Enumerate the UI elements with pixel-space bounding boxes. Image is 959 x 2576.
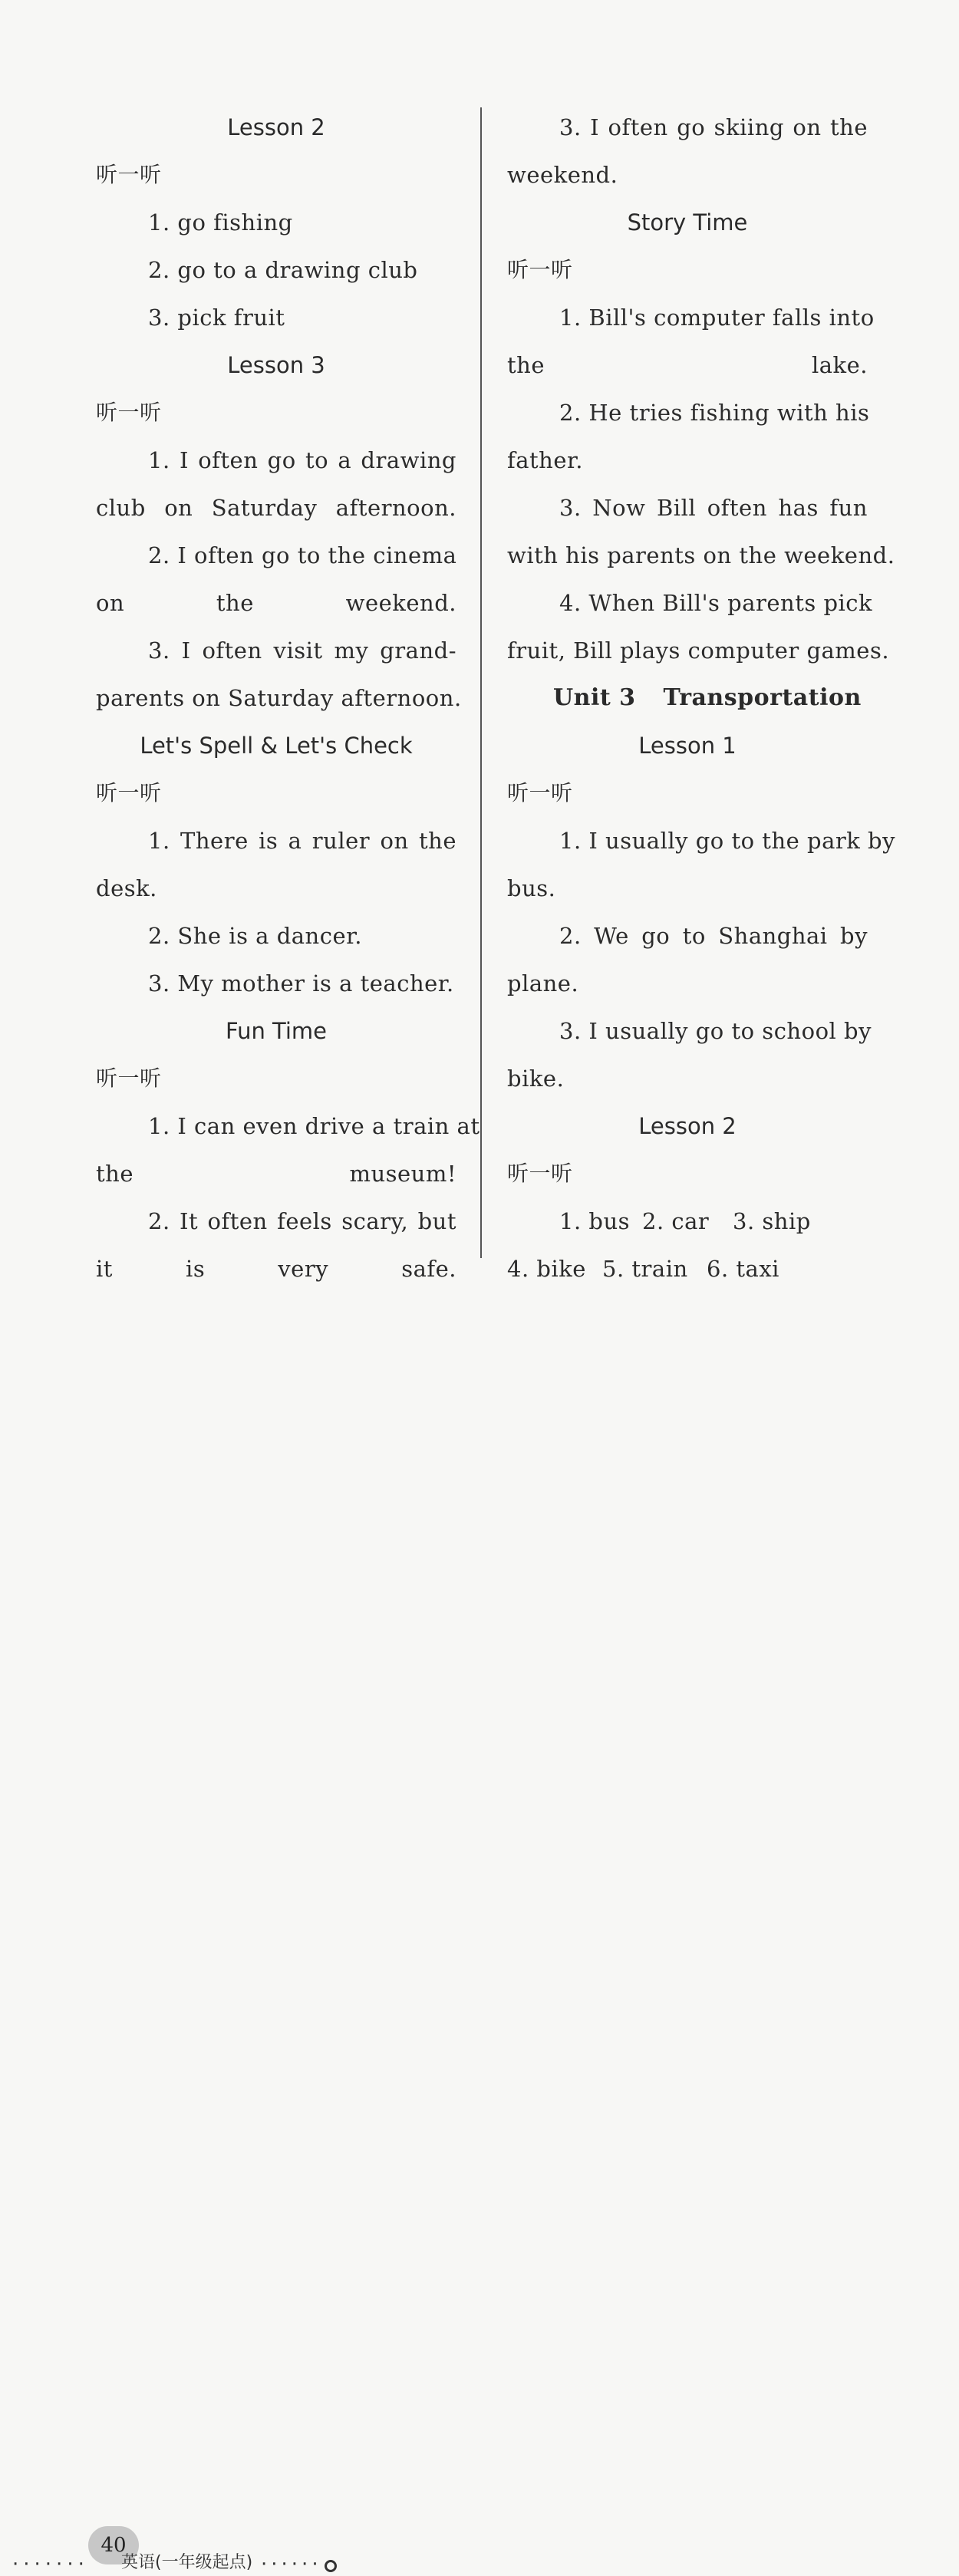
answer-line-continued: bike. — [507, 1066, 565, 1092]
listen-label: 听一听 — [507, 780, 573, 805]
listen-label: 听一听 — [96, 162, 162, 187]
footer-dots-left: ······· — [12, 2553, 89, 2576]
answer-line-continued: the lake. — [507, 352, 868, 378]
answer-item: 2. car — [642, 1208, 710, 1234]
answer-line: 1. I often go to a drawing — [148, 447, 456, 473]
answer-line: 3. pick fruit — [148, 305, 285, 331]
answer-line: 1. I usually go to the park by — [559, 828, 895, 854]
answer-line: 3. I often go skiing on the — [559, 114, 868, 140]
section-heading: Lesson 2 — [638, 1113, 737, 1139]
answer-line-continued: on the weekend. — [96, 590, 456, 616]
listen-label: 听一听 — [96, 780, 162, 805]
answer-item: 5. train — [602, 1256, 688, 1282]
unit-heading — [507, 674, 868, 722]
answer-item: 1. bus — [559, 1208, 631, 1234]
listen-label: 听一听 — [507, 1161, 573, 1186]
answer-line: 1. Bill's computer falls into — [559, 305, 875, 331]
answer-line: 2. He tries fishing with his — [559, 400, 870, 426]
answer-line: 2. We go to Shanghai by — [559, 923, 868, 949]
answer-line: 1. I can even drive a train at — [148, 1113, 480, 1139]
section-heading: Let's Spell & Let's Check — [140, 733, 413, 759]
answer-line-continued: father. — [507, 447, 583, 473]
answer-line: 1. There is a ruler on the — [148, 828, 456, 854]
answer-line: 3. Now Bill often has fun — [559, 495, 868, 521]
section-heading: Lesson 1 — [638, 733, 737, 759]
section-heading: Fun Time — [225, 1018, 328, 1044]
answer-item: 6. taxi — [707, 1256, 779, 1282]
answer-line: 3. I usually go to school by — [559, 1018, 872, 1044]
answer-item: 4. bike — [507, 1256, 586, 1282]
answer-line: 4. When Bill's parents pick — [559, 590, 873, 616]
answer-line: 3. My mother is a teacher. — [148, 970, 454, 996]
answer-line-continued: desk. — [96, 875, 157, 901]
book-title: 英语(一年级起点) — [121, 2553, 253, 2572]
answer-line: 2. She is a dancer. — [148, 923, 363, 949]
listen-label: 听一听 — [96, 400, 162, 425]
section-heading: Lesson 3 — [227, 352, 325, 378]
column-divider — [480, 107, 482, 1258]
answer-line-continued: with his parents on the weekend. — [507, 542, 895, 568]
answer-line-continued: club on Saturday afternoon. — [96, 495, 456, 521]
answer-line-continued: plane. — [507, 970, 579, 996]
answer-items-row — [507, 1197, 868, 1245]
answer-item: 3. ship — [733, 1208, 811, 1234]
answer-line-continued: fruit, Bill plays computer games. — [507, 637, 890, 664]
footer-circle-icon — [325, 2560, 337, 2572]
section-heading: Story Time — [627, 209, 748, 236]
answer-line-continued: it is very safe. — [96, 1256, 456, 1282]
unit-label: Unit 3 — [553, 684, 636, 711]
answer-line-continued: weekend. — [507, 162, 618, 188]
answer-line: 1. go fishing — [148, 209, 293, 236]
listen-label: 听一听 — [96, 1066, 162, 1091]
section-heading: Lesson 2 — [227, 114, 325, 140]
left-column — [96, 104, 480, 1293]
answer-line: 2. It often feels scary, but — [148, 1208, 456, 1234]
footer-dots-right: ······ — [261, 2553, 322, 2576]
answer-line-continued: parents on Saturday afternoon. — [96, 685, 462, 711]
answer-line-continued: bus. — [507, 875, 556, 901]
answer-line-continued: the museum! — [96, 1161, 456, 1187]
answer-line: 3. I often visit my grand- — [148, 637, 456, 664]
answer-line: 2. go to a drawing club — [148, 257, 418, 283]
unit-title: Transportation — [663, 684, 862, 711]
right-column — [507, 104, 895, 1293]
answer-line: 2. I often go to the cinema — [148, 542, 457, 568]
page-footer — [0, 1258, 959, 2576]
listen-label: 听一听 — [507, 257, 573, 282]
page-number: 40 — [88, 2526, 139, 2564]
